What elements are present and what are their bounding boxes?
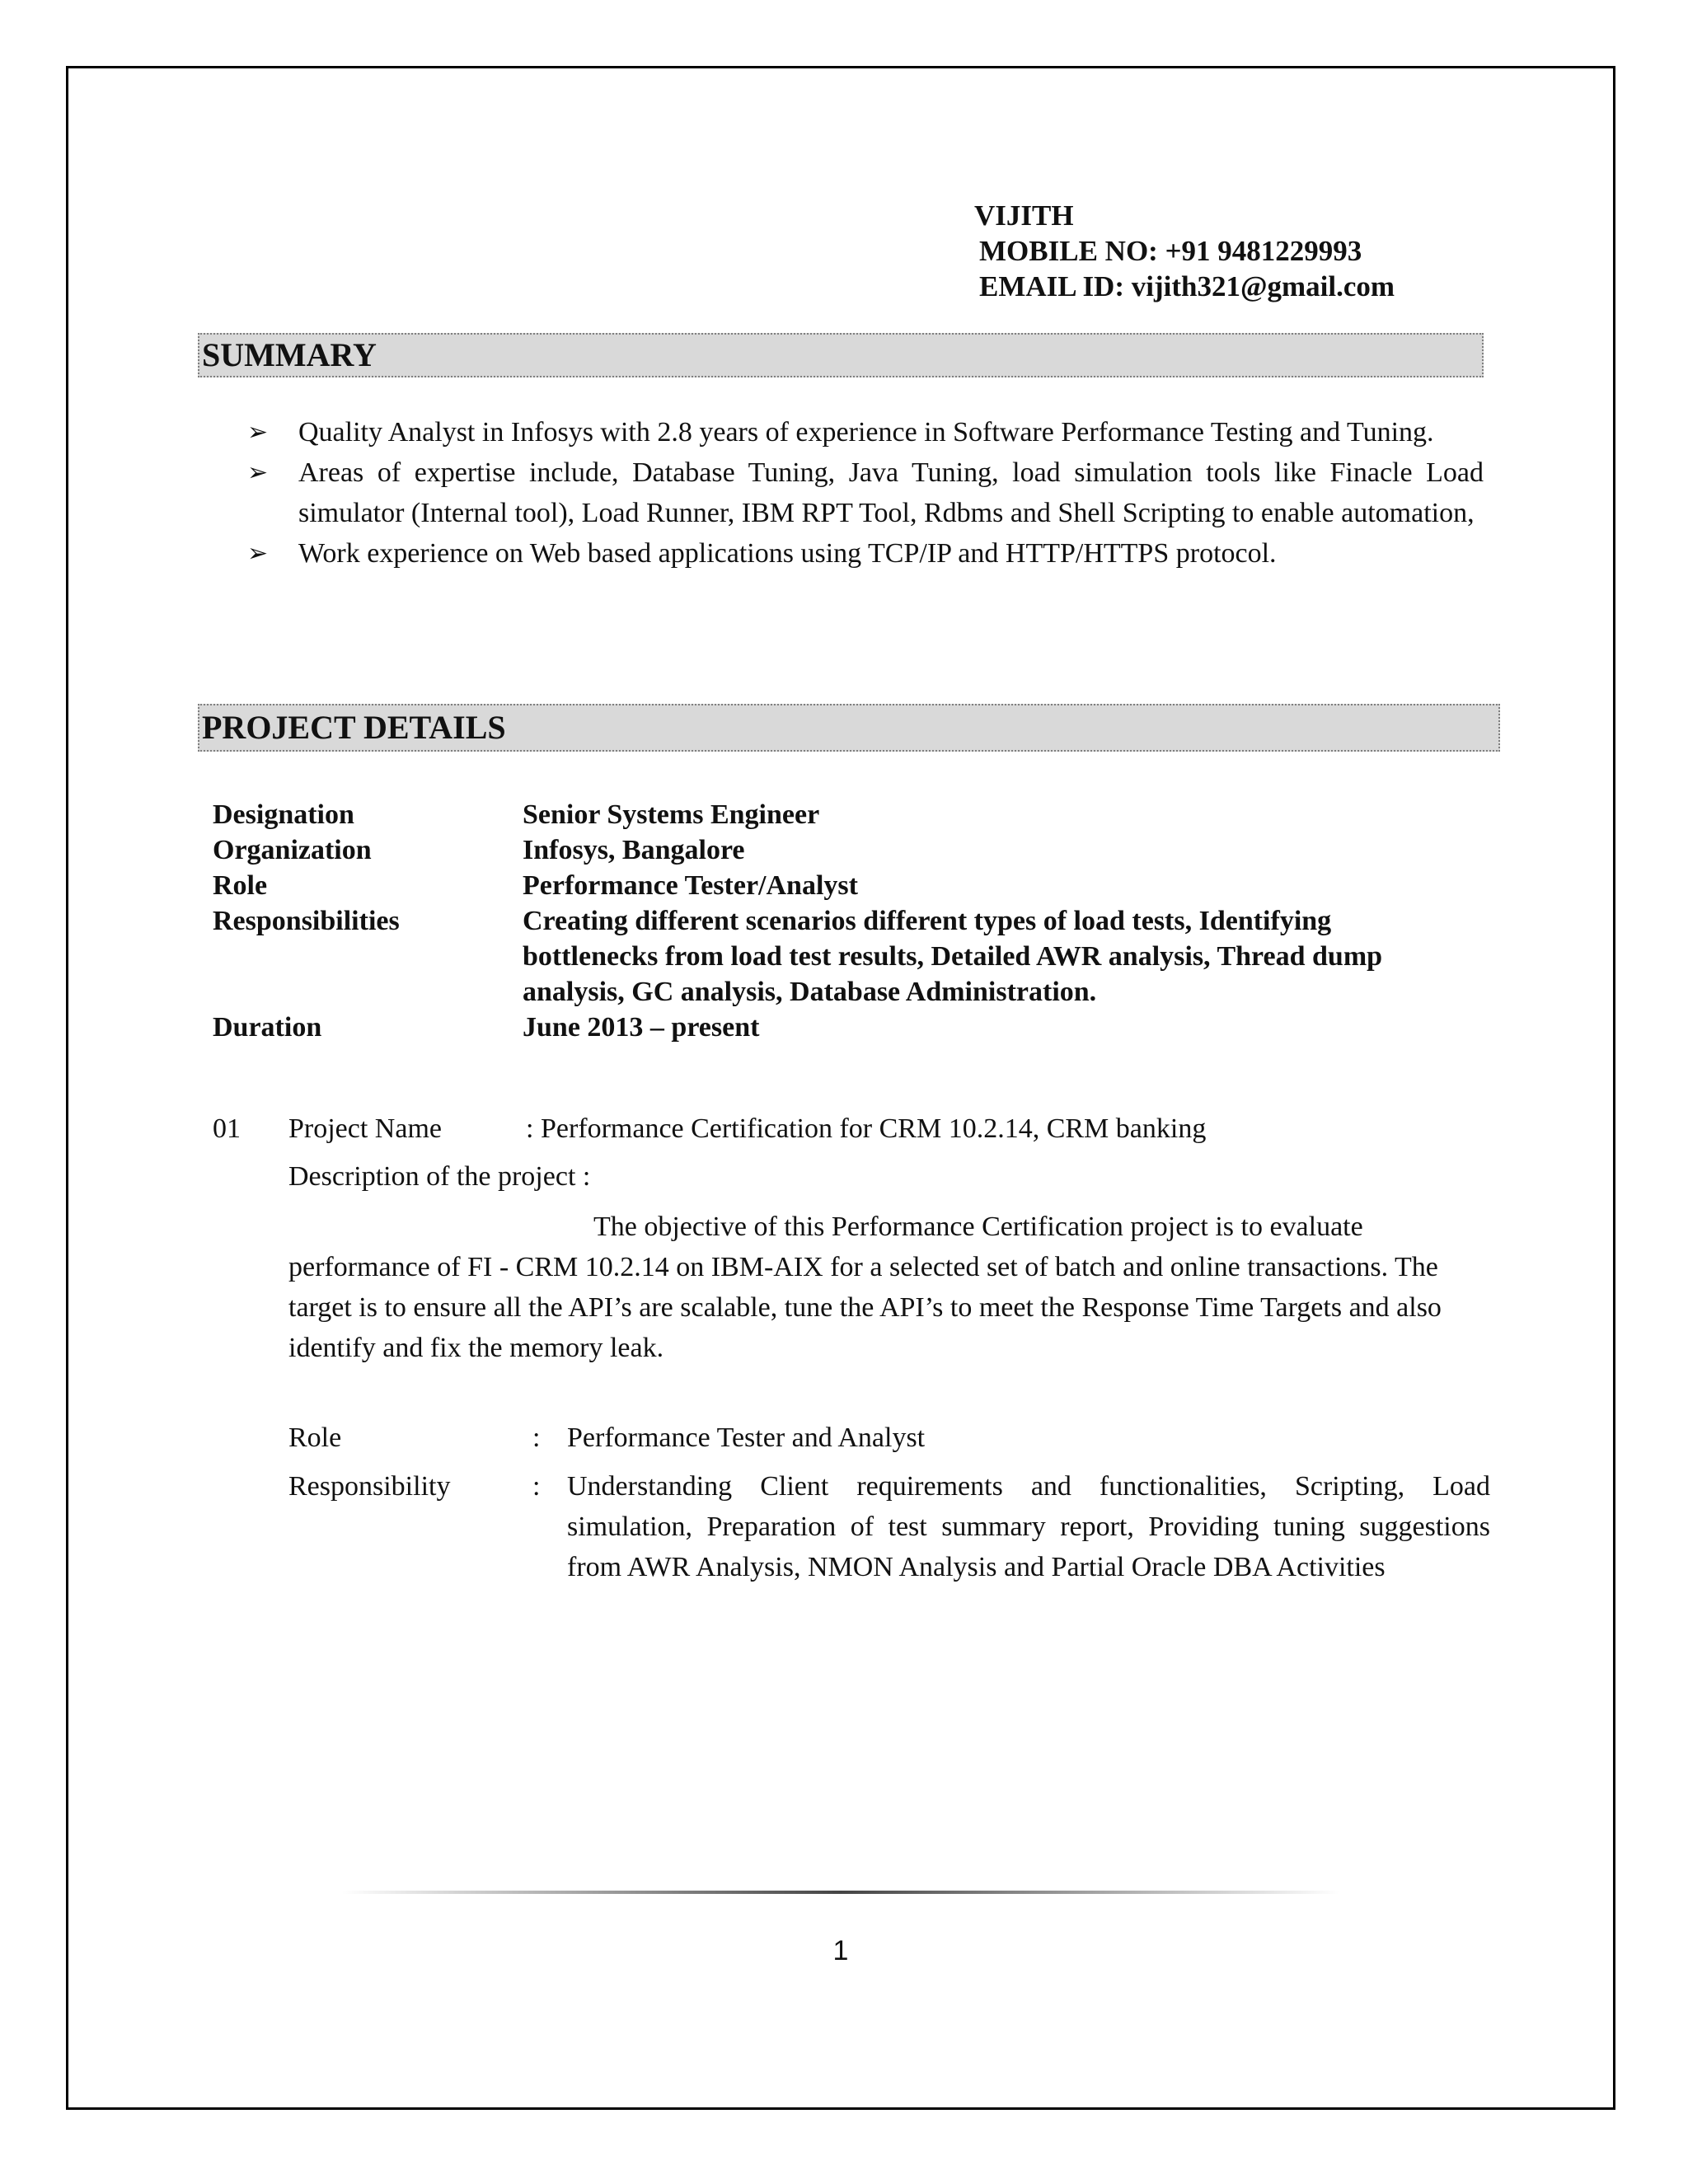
project-responsibility-label: Responsibility (288, 1471, 451, 1502)
summary-item-text: Areas of expertise include, Database Tuning, Java Tuning, load simulation tools like Finacle Load simulator (Internal tool), Load Runner, IBM RPT Tool, Rdbms and Shell Scripting to enable automation, (298, 457, 1484, 528)
arrowhead-bullet-icon: ➢ (247, 418, 269, 447)
project-role-label: Role (288, 1422, 342, 1453)
detail-label: Designation (213, 799, 354, 830)
detail-label: Role (213, 870, 268, 901)
detail-value: June 2013 – present (523, 1012, 760, 1043)
summary-heading: SUMMARY (198, 333, 1484, 377)
project-entry (213, 1108, 1490, 1149)
detail-row (213, 797, 1413, 832)
arrowhead-bullet-icon: ➢ (247, 458, 269, 487)
detail-value: Senior Systems Engineer (523, 799, 820, 830)
summary-item-text: Quality Analyst in Infosys with 2.8 years of experience in Software Performance Testing and Tuning. (298, 417, 1434, 448)
candidate-name: VIJITH (974, 199, 1074, 232)
detail-row (213, 1010, 1413, 1045)
summary-item (247, 412, 1484, 452)
summary-list (247, 412, 1484, 574)
detail-row (213, 868, 1413, 903)
project-details-table (213, 797, 1413, 1045)
arrowhead-bullet-icon: ➢ (247, 539, 269, 568)
summary-item (247, 452, 1484, 533)
project-description-text: The objective of this Performance Certification project is to evaluate performance of FI - CRM 10.2.14 on IBM-AIX for a selected set of batch and online transactions. The target is to ensure all the API’s are scalable, tune the API’s to meet the Response Time Targets and also identify and fix the memory leak. (288, 1212, 1442, 1363)
detail-value: Performance Tester/Analyst (523, 870, 858, 901)
contact-block (974, 198, 1395, 304)
project-description-label: Description of the project : (288, 1161, 591, 1192)
project-name-line (213, 1108, 1490, 1149)
detail-row (213, 832, 1413, 868)
project-name-label: Project Name (288, 1113, 442, 1144)
summary-item (247, 533, 1484, 574)
project-number: 01 (213, 1113, 241, 1144)
page-number: 1 (832, 1935, 849, 1966)
detail-value: Infosys, Bangalore (523, 835, 745, 865)
project-responsibility-colon: : (532, 1471, 541, 1502)
email-id: EMAIL ID: vijith321@gmail.com (979, 270, 1395, 302)
mobile-number: MOBILE NO: +91 9481229993 (979, 235, 1362, 267)
detail-label: Duration (213, 1012, 322, 1043)
detail-row (213, 903, 1413, 1010)
summary-item-text: Work experience on Web based applications using TCP/IP and HTTP/HTTPS protocol. (298, 538, 1277, 569)
project-details-heading: PROJECT DETAILS (198, 704, 1500, 752)
detail-value: Creating different scenarios different types of load tests, Identifying bottlenecks from load test results, Detailed AWR analysis, Thread dump analysis, GC analysis, Database Administration. (523, 906, 1383, 1007)
footer-divider (342, 1891, 1339, 1894)
project-role-colon: : (532, 1422, 541, 1453)
project-responsibility-value: Understanding Client requirements and functionalities, Scripting, Load simulation, Preparation of test summary report, Providing tuning suggestions from AWR Analysis, NMON Analysis and Partial Oracle DBA Activities (567, 1471, 1490, 1582)
project-role-value: Performance Tester and Analyst (567, 1422, 926, 1453)
project-name-value: : Performance Certification for CRM 10.2.14, CRM banking (526, 1113, 1207, 1144)
project-role-row (288, 1418, 1490, 1458)
project-description (288, 1156, 1492, 1368)
detail-label: Responsibilities (213, 906, 400, 936)
project-responsibility-row (288, 1466, 1490, 1587)
detail-label: Organization (213, 835, 372, 865)
